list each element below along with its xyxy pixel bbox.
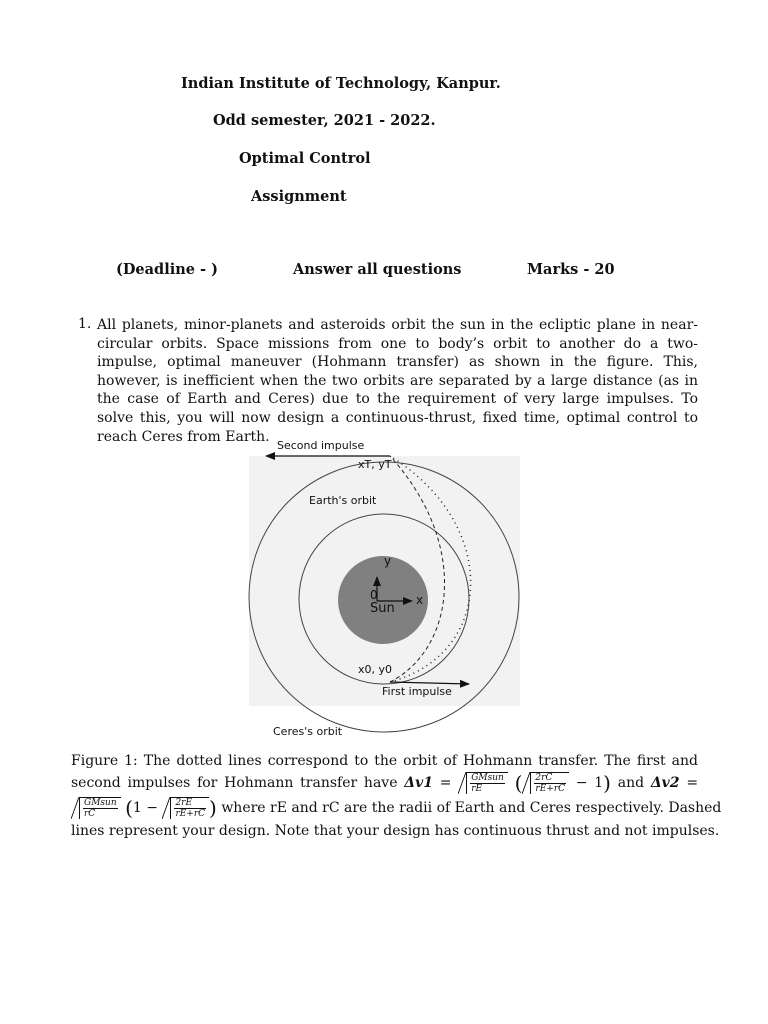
caption-line-4: lines represent your design. Note that your design has continuous thrust and not impulses. <box>71 823 720 839</box>
sun-disk <box>338 556 428 644</box>
sun-label: Sun <box>370 601 395 616</box>
xt-yt-label: xT, yT <box>358 458 392 471</box>
deadline: (Deadline - ) <box>116 261 218 278</box>
ceres-orbit-label: Ceres's orbit <box>273 725 343 738</box>
caption-line-1: Figure 1: The dotted lines correspond to the orbit of Hohmann transfer. The first and <box>71 753 698 769</box>
origin-label: 0 <box>370 588 378 602</box>
question-number: 1. <box>78 316 92 332</box>
x-axis-label: x <box>416 593 424 607</box>
first-impulse-label: First impulse <box>382 685 452 698</box>
delta-v2: Δv2 <box>650 775 680 791</box>
marks: Marks - 20 <box>527 261 615 278</box>
x0-y0-label: x0, y0 <box>358 663 393 676</box>
course-title: Optimal Control <box>239 150 371 167</box>
caption-line-2: second impulses for Hohmann transfer have Δv1 = $\frac{\text{GMsun}}{rE}$ ( $\frac{2rC}{rE+rC}$ − 1) and Δv2 = <box>71 771 699 795</box>
caption-line-3: $\frac{\text{GMsun}}{rC}$ (1 − $\frac{2rE}{rE+rC}$ ) where rE and rC are the radii of Earth and Ceres respectively. Dashed <box>71 797 698 822</box>
earth-orbit-label: Earth's orbit <box>309 494 377 507</box>
assignment-title: Assignment <box>251 188 347 205</box>
figure-caption <box>71 752 722 842</box>
semester-title: Odd semester, 2021 - 2022. <box>213 112 436 129</box>
instruction: Answer all questions <box>293 261 462 278</box>
institute-title: Indian Institute of Technology, Kanpur. <box>181 75 501 92</box>
y-axis-label: y <box>384 554 392 568</box>
question-text: All planets, minor-planets and asteroids orbit the sun in the ecliptic plane in near-circular orbits. Space missions from one to body’s orbit to another do a two-impulse, optimal maneuver (Hohmann transfer) as shown in the figure. This, however, is inefficient when the two orbits are separated by a large distance (as in the case of Earth and Ceres) due to the requirement of very large impulses. To solve this, you will now design a continuous-thrust, fixed time, optimal control to reach Ceres from Earth. <box>97 317 698 445</box>
hohmann-figure <box>240 434 540 744</box>
delta-v1: Δv1 <box>404 775 433 791</box>
second-impulse-label: Second impulse <box>277 439 365 452</box>
